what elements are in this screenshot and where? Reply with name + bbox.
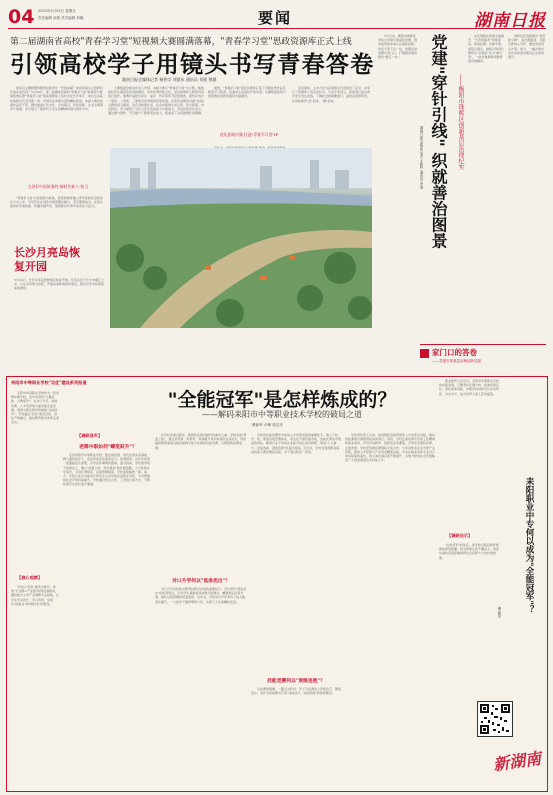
feature-series-label: 耒阳市中等职业学校"双优"建设系列报道 bbox=[11, 380, 87, 385]
editors-line: 责任编辑 周游 美术编辑 刘曦 bbox=[38, 16, 84, 20]
right-story-column-3: 珠晖区还创新推出"党员积分制"，将志愿服务、邻里互助纳入考评，激发党员带头作用。如今，一幅共建共治共享的善治图景正在徐徐展开。 bbox=[508, 34, 546, 60]
feature-headline: "全能冠军"是怎样炼成的？ bbox=[167, 389, 397, 411]
photo-caption-title: 长沙月亮岛恢复开园 bbox=[14, 246, 80, 273]
right-story-badge bbox=[420, 344, 546, 369]
qr-code-pattern bbox=[478, 702, 512, 736]
photo-caption-text: 5月24日，长沙月亮岛经修缮后恢复开园。月亮岛位于长沙市湘江之中，以生态资源为依托，开展各类休闲游玩项目，吸引众多市民游客前来游玩。 bbox=[14, 278, 104, 291]
feature-mark-core: 【核心观察】 bbox=[17, 575, 43, 580]
feature-column-4: 学校把技能竞赛作为检验人才培养质量的重要抓手，建立了校、市、省、国家四级竞赛体系，常态化开展技能训练，选拔优秀选手组成集训队，聘请行业专家和企业能手担任指导教师，形成"人人参与、层层选拔、逐级晋级"的良好局面。近年来，学校在各级职业院校技能大赛中屡获佳绩，多个项目斩获一等奖。 bbox=[251, 433, 341, 454]
date-line: 2025年5月25日 星期日 bbox=[38, 9, 76, 13]
page-number: 04 bbox=[8, 6, 35, 28]
park-photo-art bbox=[110, 148, 372, 328]
top-story-byline: 湖南日报全媒体记者 杨智宗 刘银东 通讯员 刘铭 曾涵 bbox=[122, 77, 217, 82]
feature-column-2: 走进耒阳市中等职业学校，整洁的校园、现代化的实训基地、朝气蓬勃的学子，处处彰显着发展的活力。很难想象，这所学校曾一度面临招生困难、办学条件薄弱的困境。面对挑战，学校领导班子迎难而上，确立"质量立校、特色强校"的发展思路，大力改善办学条件，引进优秀师资，完善管理制度，学校面貌焕然一新。如今，学校已成为当地家长和学生心目中的优质职业学校，办学规模和社会声誉持续提升。学校通过校企合作、工学结合等方式，不断拓宽学生成长成才通道。 bbox=[63, 453, 151, 487]
top-story-kicker: 第二届湖南省高校"青春学习堂"短视频大赛圆满落幕，"青春学习堂"思政资源库正式上线 bbox=[10, 37, 352, 47]
feature-column-4b: 从校赛到国赛，一路过关斩将，学子们在赛场上淬炼技艺、锤炼意志，用汗水和拼搏书写着"技能成才、技能报国"的青春篇章。 bbox=[251, 687, 341, 696]
feature-column-3b: 对口升学是检验中职学校教学质量的重要标尺。学校坚持"低进优出"的培养理念，针对学生基础差异实施分层教学，精准制定培养方案，强化过程管理和质量监控。近年来，学校对口升学本科上线人数逐年攀升，一大批学子圆梦理想大学，实现了人生的精彩逆袭。 bbox=[155, 587, 247, 604]
park-photo bbox=[110, 148, 372, 328]
feature-subhead-3: 技能竞赛何以"逐级连胜"？ bbox=[267, 678, 325, 684]
feature-column-5: 学校坚持育人为本，将思想政治教育贯穿人才培养全过程，推动思政课程与课程思政同向同行。同时，学校注重培养学生的工匠精神和职业素养，开设劳动教育、创新创业等课程，引导学生德技并修、全面发展。学校还积极拓展国际交流合作，与多家知名企业共建产业学院，推动人才培养与产业需求精准对接，毕业生就业率和专业对口率持续保持高位，用人单位满意度不断提升，为地方经济社会发展输送了大批高素质技术技能人才。 bbox=[345, 433, 435, 463]
watermark-logo: 新湖南 bbox=[492, 748, 543, 775]
top-story-subhead-1: 当讲好中国故事的"新时代新人"担当 bbox=[27, 184, 89, 189]
qr-code[interactable] bbox=[477, 701, 513, 737]
commentary-byline: 曹新军 bbox=[498, 607, 502, 618]
feature-box bbox=[6, 376, 548, 792]
top-story-column-1b: "青春学习堂"以短视频为载体，将思政教育融入青年喜闻乐见的表达方式之中，引导学生在创作中感悟理论魅力、坚定理想信念，在镜头前讲好中国故事、传播中国声音，展现新时代青年的责任与担当。 bbox=[10, 196, 104, 209]
feature-subhead-2: 对口升学何以"低进优出"？ bbox=[172, 578, 230, 584]
top-story-column-2: 大赛组委会相关负责人介绍，本届大赛以"青春学习堂"为主题，鼓励高校学生围绕党的创新理论、中华优秀传统文化、身边的榜样人物等内容进行创作。参赛作品经过初评、复评、终评等环节层层遴选，最终评选出一等奖、二等奖、三等奖及优秀组织奖等奖项。获奖作品既有对重大时政主题的深入解读，也有对校园生活、社会实践的生动记录，形式新颖、内容鲜活，充分展现了当代大学生的创造力与感染力。多位获奖学生表示，通过参与创作，不仅提升了影像表达能力，更加深了对家国情怀的理解。 bbox=[108, 86, 204, 116]
right-story bbox=[378, 34, 546, 370]
feature-mark-survey: 【调研县市】 bbox=[77, 433, 103, 438]
masthead bbox=[8, 6, 546, 29]
feature-column-1b: 学校以"双优"建设为牵引，构建"专业群+产业链"协同发展格局，围绕地方主导产业调整专业结构，让学生学有所长、学以致用，实现从"能就业"向"就好业"的转变。 bbox=[11, 585, 59, 606]
right-story-column-2: 社区网格化管理全面铺开，"红色网格员"穿梭街巷，收集民情、化解矛盾。居民议事会、楼栋长制度让群众从"旁观者"变为"参与者"，一批急难愁盼问题得到有效解决。 bbox=[468, 34, 504, 64]
top-story-subhead-2: 优化思政内涵 打造"青春学习堂"IP bbox=[219, 132, 279, 137]
feature-subhead: ——解码耒阳市中等职业技术学校的破局之道 bbox=[202, 410, 362, 419]
top-story-column-right bbox=[292, 86, 372, 144]
top-story-column-1: 如何以主题鲜明的影像讲述青年一代的故事？如何用镜头记录新时代的奋进历程？5月24日，第二届湖南省高校"青春学习堂"短视频大赛颁奖典礼暨"青春学习堂"思政资源库上线仪式在长沙举行，来自全省高校的师生代表齐聚一堂，共同见证青春力量的精彩绽放。本届大赛共收到作品近千部，题材涵盖红色文化、乡村振兴、科技创新、生态文明等多个领域，充分展示了新时代大学生的精神风貌与创作才华。 bbox=[10, 86, 104, 112]
feature-subhead-1: 老牌中职如何"蝶变跃升"？ bbox=[79, 444, 137, 450]
feature-column-1: 耒阳市中等职业学校作为一所老牌中职学校，近年来坚持"以赛促教、以赛促学"，在对口升学、技能竞赛、人才培养等方面实现全面突破，被誉为职业教育领域的"全能冠军"。学校锚定"双优"建设目标，深化产教融合，推动教育教学改革走深走实。 bbox=[11, 391, 59, 425]
commentary-title: 耒阳职业中专何以成为"全能冠军"？ bbox=[524, 477, 534, 614]
top-story-headline: 引领高校学子用镜头书写青春答卷 bbox=[10, 52, 375, 78]
feature-column-6b: "全能冠军"的背后，是学校对职业教育规律的深刻把握，是全体师生的不懈奋斗，更是党委政府高度重视和社会各界大力支持的结果。 bbox=[439, 543, 500, 560]
top-story-column-4: 活动现场，主办方还为获奖师生代表颁发了证书，并举行了资源库上线启动仪式。与会专家表示，短视频已成为青年学生表达自我、了解社会的重要窗口，高校应因势利导，让思政教育"活"起来、"潮"起来。 bbox=[292, 86, 371, 103]
feature-mark-insight: 【调研启示】 bbox=[447, 533, 473, 538]
feature-byline: 曹新军 卢峰 周宝安 bbox=[252, 423, 284, 427]
feature-column-3: 在学校发展过程中，教师队伍建设始终是重中之重。学校实施"青蓝工程"，通过老带新、传帮带，快速提升青年教师的业务能力，同时鼓励教师参加各级各类教学能力比赛和技能竞赛，以赛促教成效显著。 bbox=[155, 433, 247, 450]
right-story-byline: 湖南日报全媒体记者 王新晖 通讯员 李逸 bbox=[420, 126, 424, 189]
badge-label: 家门口的答卷 bbox=[432, 348, 477, 357]
right-story-column-1: 5月以来，衡阳市珠晖区坚持以党建引领基层治理，推动组织体系向小区楼栋延伸，党员干部下沉一线，把服务送到群众家门口，打通联系服务群众"最后一米"。 bbox=[378, 34, 418, 60]
feature-column-6: 职业教育大有可为。耒阳市中等职业学校的实践表明，只要坚持正确方向、找准发展定位、深化改革创新，中职学校同样可以办出特色、办出水平，成为培养大国工匠的摇篮。 bbox=[439, 379, 500, 396]
section-title: 要闻 bbox=[258, 9, 293, 27]
house-icon bbox=[420, 349, 429, 358]
right-story-headline: 党建"穿针引线" 织就善治图景 bbox=[429, 34, 448, 249]
brand-logo: 湖南日报 bbox=[474, 11, 546, 31]
photo-caption-box bbox=[10, 244, 106, 328]
badge-sub: ——党建引领基层治理创新实践 bbox=[432, 359, 481, 363]
top-story-column-3: 据悉，"青春学习堂"思政资源库汇集了历届优秀作品及配套学习资源，将面向全省高校开放共享，为课程思政和日常思想政治教育提供丰富素材。 bbox=[208, 86, 287, 99]
right-story-subhead: ——衡阳市珠晖区创新基层治理纪实 bbox=[457, 74, 464, 170]
